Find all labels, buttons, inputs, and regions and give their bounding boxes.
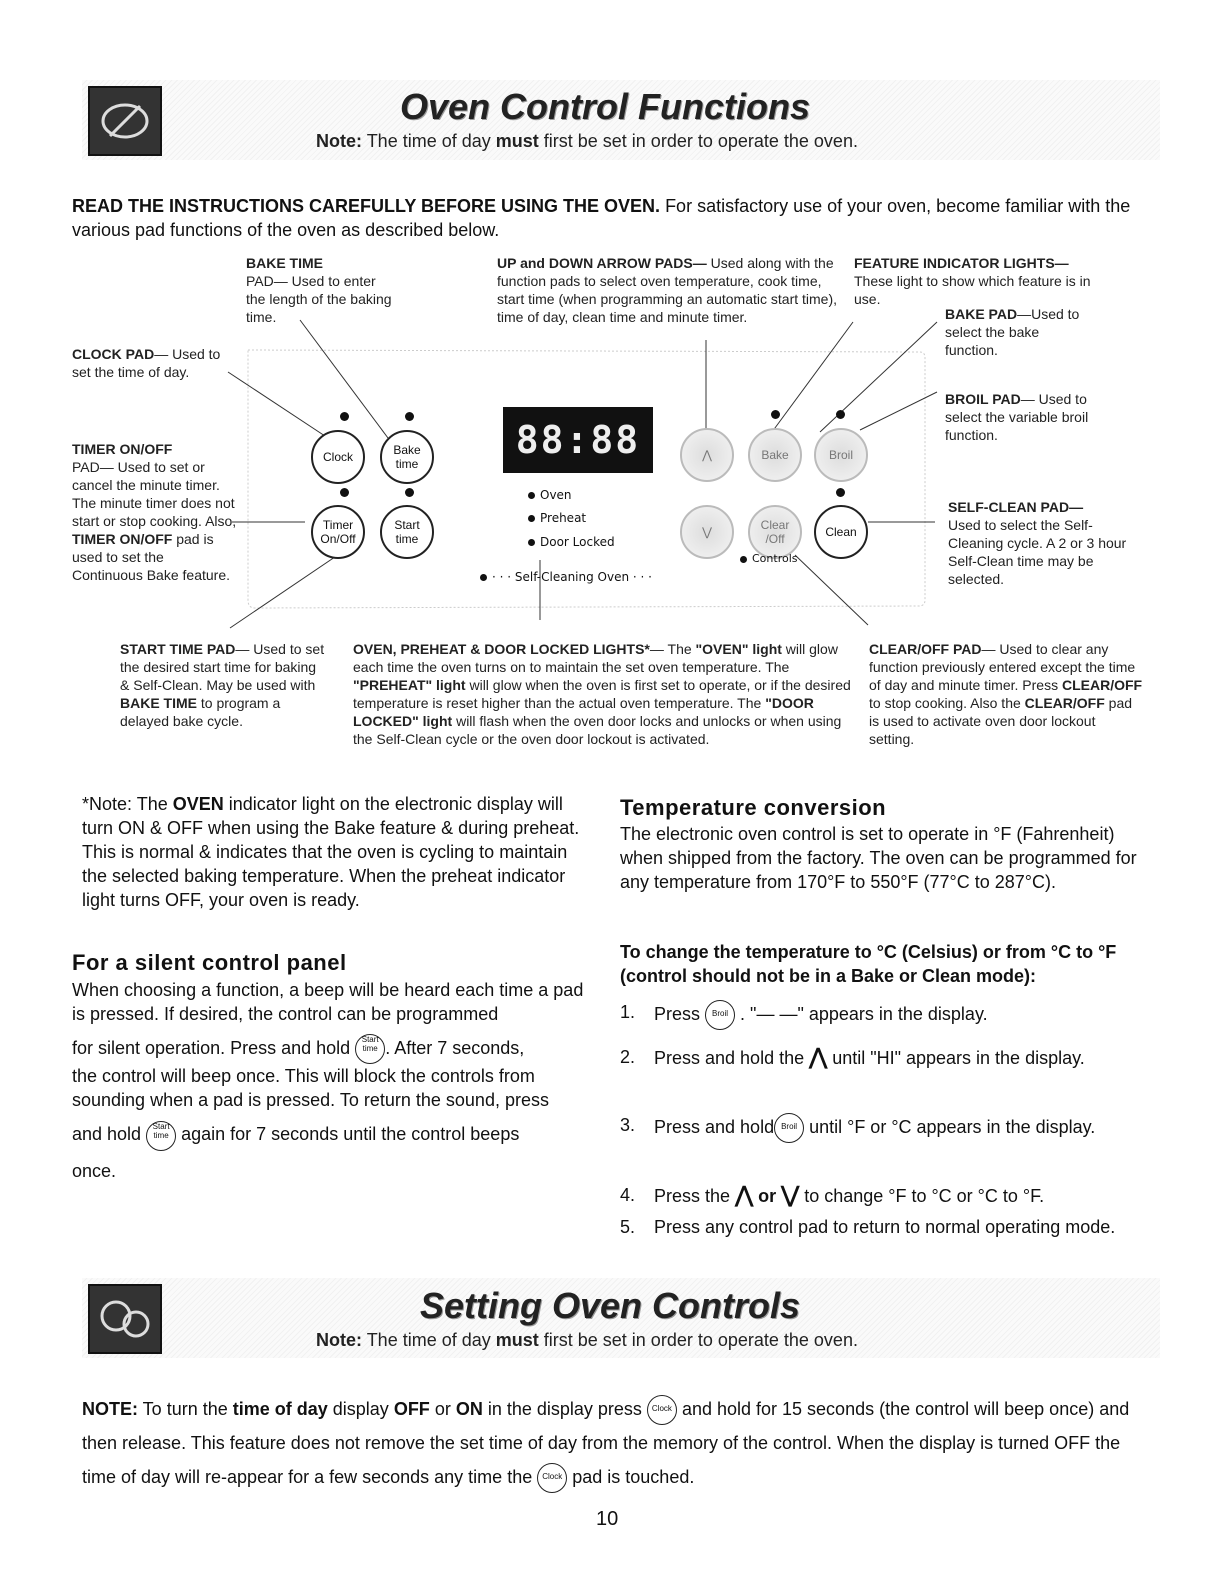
label-start-time-pad: START TIME PAD— Used to set the desired start time for baking & Self-Clean. May be used with BAKE TIME to program a delayed bake cycle. <box>120 641 325 729</box>
label-clear-off-pad: CLEAR/OFF PAD— Used to clear any function previously entered except the time of day and minute timer. Press CLEAR/OFF to stop cooking. Also the CLEAR/OFF pad is used to activate oven door lockout setting. <box>869 641 1143 747</box>
start-time-pad[interactable]: Start time <box>380 505 434 559</box>
up-arrow-pad[interactable]: ⋀ <box>680 428 734 482</box>
down-arrow-icon: ⋁ <box>781 1182 800 1207</box>
page-number: 10 <box>596 1508 619 1530</box>
indicator-dot <box>836 488 845 497</box>
indicator-dot <box>405 412 414 421</box>
label-clock-pad: CLOCK PAD— Used to set the time of day. <box>72 346 221 380</box>
down-arrow-pad[interactable]: ⋁ <box>680 505 734 559</box>
label-feature-lights: FEATURE INDICATOR LIGHTS— These light to show which feature is in use. <box>854 255 1091 307</box>
indicator-dot <box>340 488 349 497</box>
oven-indicator: Oven <box>528 488 572 502</box>
indicator-dot <box>836 410 845 419</box>
self-cleaning-label: · · · Self-Cleaning Oven · · · <box>480 570 652 584</box>
section-note: Note: The time of day must first be set in order to operate the oven. <box>316 131 858 151</box>
time-of-day-note: NOTE: To turn the time of day display OFF or ON in the display press Clock and hold for 15 seconds (the control will beep once) and then release. This feature does not remove the set time of day from the memory of the control. When the display is turned OFF the time of day will re-appear for a few seconds any time the Clock pad is touched. <box>82 1392 1142 1494</box>
broil-icon: Broil <box>705 1000 735 1030</box>
label-indicator-lights: OVEN, PREHEAT & DOOR LOCKED LIGHTS*— The "OVEN" light will glow each time the oven turns on to maintain the set oven temperature. The "PREHEAT" light will glow when the oven is first set to operate, or if the desired temperature is reset higher than the actual oven temperature. The "DOOR LOCKED" light will flash when the oven door locks and unlocks or when using the Self-Clean cycle or the oven door lockout is activated. <box>353 641 851 747</box>
door-locked-indicator: Door Locked <box>528 535 615 549</box>
silent-panel-heading: For a silent control panel <box>72 950 347 975</box>
indicator-dot <box>771 410 780 419</box>
intro-text: READ THE INSTRUCTIONS CAREFULLY BEFORE USING THE OVEN. For satisfactory use of your oven, become familiar with the various pad functions of the oven as described below. <box>72 196 1131 240</box>
up-arrow-icon: ⋀ <box>809 1044 828 1069</box>
section-title: Setting Oven Controls <box>420 1285 801 1326</box>
temp-conversion-text: The electronic oven control is set to operate in °F (Fahrenheit) when shipped from the factory. The oven can be programmed for any temperature from 170°F to 550°F (77°C to 287°C). <box>620 824 1137 892</box>
label-broil-pad: BROIL PAD— Used to select the variable broil function. <box>945 391 1089 443</box>
indicator-dot <box>405 488 414 497</box>
oven-dial-icon <box>88 1284 162 1354</box>
bake-time-pad[interactable]: Bake time <box>380 430 434 484</box>
start-time-icon: Start time <box>355 1034 385 1064</box>
temp-conversion-heading: Temperature conversion <box>620 795 887 820</box>
clock-icon: Clock <box>537 1463 567 1493</box>
start-time-icon: Start time <box>146 1121 176 1151</box>
oven-indicator-note: *Note: The OVEN indicator light on the electronic display will turn ON & OFF when using the Bake feature & during preheat. This is normal & indicates that the oven is cycling to maintain the selected baking temperature. When the preheat indicator light turns OFF, your oven is ready. <box>82 794 580 910</box>
indicator-dot <box>340 412 349 421</box>
bake-pad[interactable]: Bake <box>748 428 802 482</box>
label-self-clean-pad: SELF-CLEAN PAD— Used to select the Self-Cleaning cycle. A 2 or 3 hour Self-Clean time may be selected. <box>948 499 1127 587</box>
clean-pad[interactable]: Clean <box>814 505 868 559</box>
clear-off-pad[interactable]: Clear /Off <box>748 505 802 559</box>
broil-icon: Broil <box>774 1113 804 1143</box>
controls-lock-label: Controls <box>740 552 798 565</box>
label-timer-pad: TIMER ON/OFF PAD— Used to set or cancel the minute timer. The minute timer does not start or stop cooking. Also, TIMER ON/OFF pad is used to set the Continuous Bake feature. <box>72 441 237 583</box>
clock-display: 88:88 <box>503 407 653 473</box>
clock-icon: Clock <box>647 1395 677 1425</box>
temp-change-subheading: To change the temperature to °C (Celsius) or from °C to °F (control should not be in a Bake or Clean mode): <box>620 942 1117 986</box>
section-note: Note: The time of day must first be set in order to operate the oven. <box>316 1330 858 1350</box>
timer-on-off-pad[interactable]: Timer On/Off <box>311 505 365 559</box>
label-bake-pad: BAKE PAD—Used to select the bake function. <box>945 306 1080 358</box>
preheat-indicator: Preheat <box>528 511 586 525</box>
broil-pad[interactable]: Broil <box>814 428 868 482</box>
silent-panel-text: When choosing a function, a beep will be heard each time a pad is pressed. If desired, the control can be programmed for silent operation. Press and hold Start time . After 7 seconds, the control will beep once. This will block the controls from sounding when a pad is pressed. To return the sound, press and hold Start time again for 7 seconds until the control beeps once. <box>72 980 584 1181</box>
clock-pad[interactable]: Clock <box>311 430 365 484</box>
section-title: Oven Control Functions <box>400 86 810 127</box>
label-arrow-pads: UP and DOWN ARROW PADS— Used along with the function pads to select oven temperature, cook time, start time (when programming an automatic start time), time of day, clean time and minute timer. <box>497 255 838 325</box>
up-arrow-icon: ⋀ <box>735 1182 754 1207</box>
label-bake-time: BAKE TIME PAD— Used to enter the length of the baking time. <box>246 255 392 325</box>
